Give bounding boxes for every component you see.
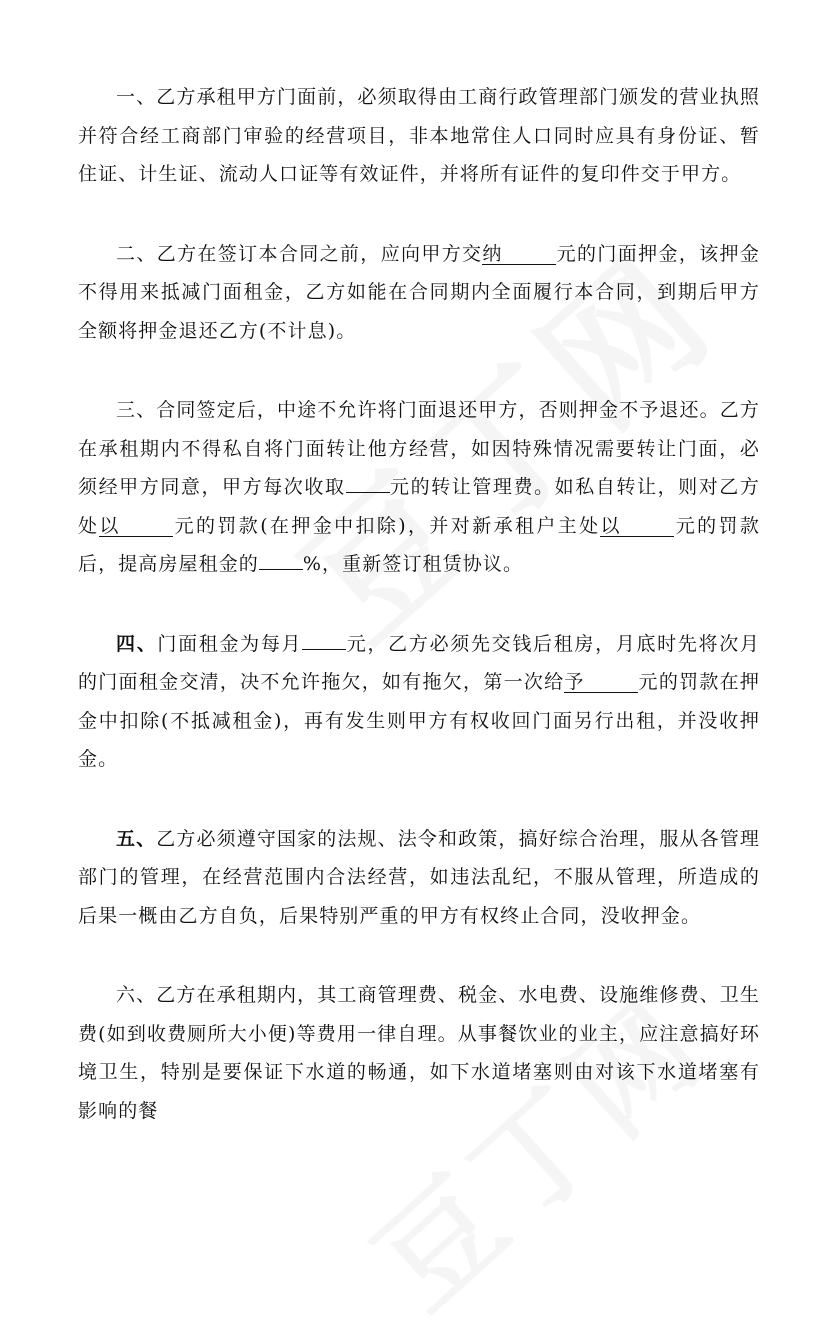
clause-paragraph: [78, 820, 760, 936]
clause-text: 元的罚款(在押金中扣除)，并对新承租户主处: [173, 514, 601, 537]
clause-paragraph: [78, 391, 760, 584]
clause-text: 元的罚款后，提高房屋租金的: [78, 514, 760, 575]
clause-text: 合同签定后，中途不允许将门面退还甲方，否则押金不予退还。乙方在承租期内不得私自将门面转让他方经营，如因特殊情况需要转让门面，必须经甲方同意，甲方每次收取: [78, 399, 760, 498]
clause-text: 元的罚款在押金中扣除(不抵减租金)，再有发生则甲方有权收回门面另行出租，并没收押金。: [78, 671, 760, 770]
clause-text: 元的门面押金，该押金不得用来抵减门面租金，乙方如能在合同期内全面履行本合同，到期后甲方全额将押金退还乙方(不计息)。: [78, 242, 760, 342]
clause-text: 元，乙方必须先交钱后租房，月底时先将次月的门面租金交清，决不允许拖欠，如有拖欠，第一次给: [78, 632, 760, 693]
clause-number: 三、: [116, 399, 157, 421]
clause-number: 二、: [116, 242, 157, 265]
clause-number: 六、: [116, 984, 157, 1006]
clause-text: %，重新签订租赁协议。: [302, 553, 524, 575]
fill-in-blank: [302, 649, 346, 650]
clause-text: 门面租金为每月: [157, 632, 303, 655]
clause-text: 乙方在签订本合同之前，应向甲方交: [156, 242, 483, 265]
clause-paragraph: [78, 976, 760, 1130]
fill-in-blank: 予: [564, 672, 638, 693]
clause-text: 乙方在承租期内，其工商管理费、税金、水电费、设施维修费、卫生费(如到收费厕所大小便)等费用一律自理。从事餐饮业的业主，应注意搞好环境卫生，特别是要保证下水道的畅通，如下水道堵塞则由对该下水道堵塞有影响的餐: [78, 984, 760, 1122]
clause-paragraph: [78, 78, 760, 194]
fill-in-blank: [259, 569, 303, 570]
fill-in-blank: 以: [600, 516, 674, 537]
fill-in-blank: 纳: [482, 244, 556, 265]
clause-paragraph: [78, 625, 760, 779]
clause-number: 四、: [116, 632, 158, 655]
clause-text: 乙方必须遵守国家的法规、法令和政策，搞好综合治理，服从各管理部门的管理，在经营范围内合法经营，如违法乱纪，不服从管理，所造成的后果一概由乙方自负，后果特别严重的甲方有权终止合同，没收押金。: [78, 827, 760, 927]
document-body: [78, 78, 760, 1130]
fill-in-blank: [346, 492, 390, 493]
clause-number: 五、: [116, 827, 157, 850]
clause-text: 乙方承租甲方门面前，必须取得由工商行政管理部门颁发的营业执照并符合经工商部门审验的经营项目，非本地常住人口同时应具有身份证、暂住证、计生证、流动人口证等有效证件，并将所有证件的复印件交于甲方。: [78, 86, 760, 185]
clause-paragraph: [78, 235, 760, 351]
fill-in-blank: 以: [99, 516, 173, 537]
clause-number: 一、: [116, 86, 157, 108]
clause-text: 元的转让管理费。如私自转让，则对乙方处: [78, 476, 760, 537]
